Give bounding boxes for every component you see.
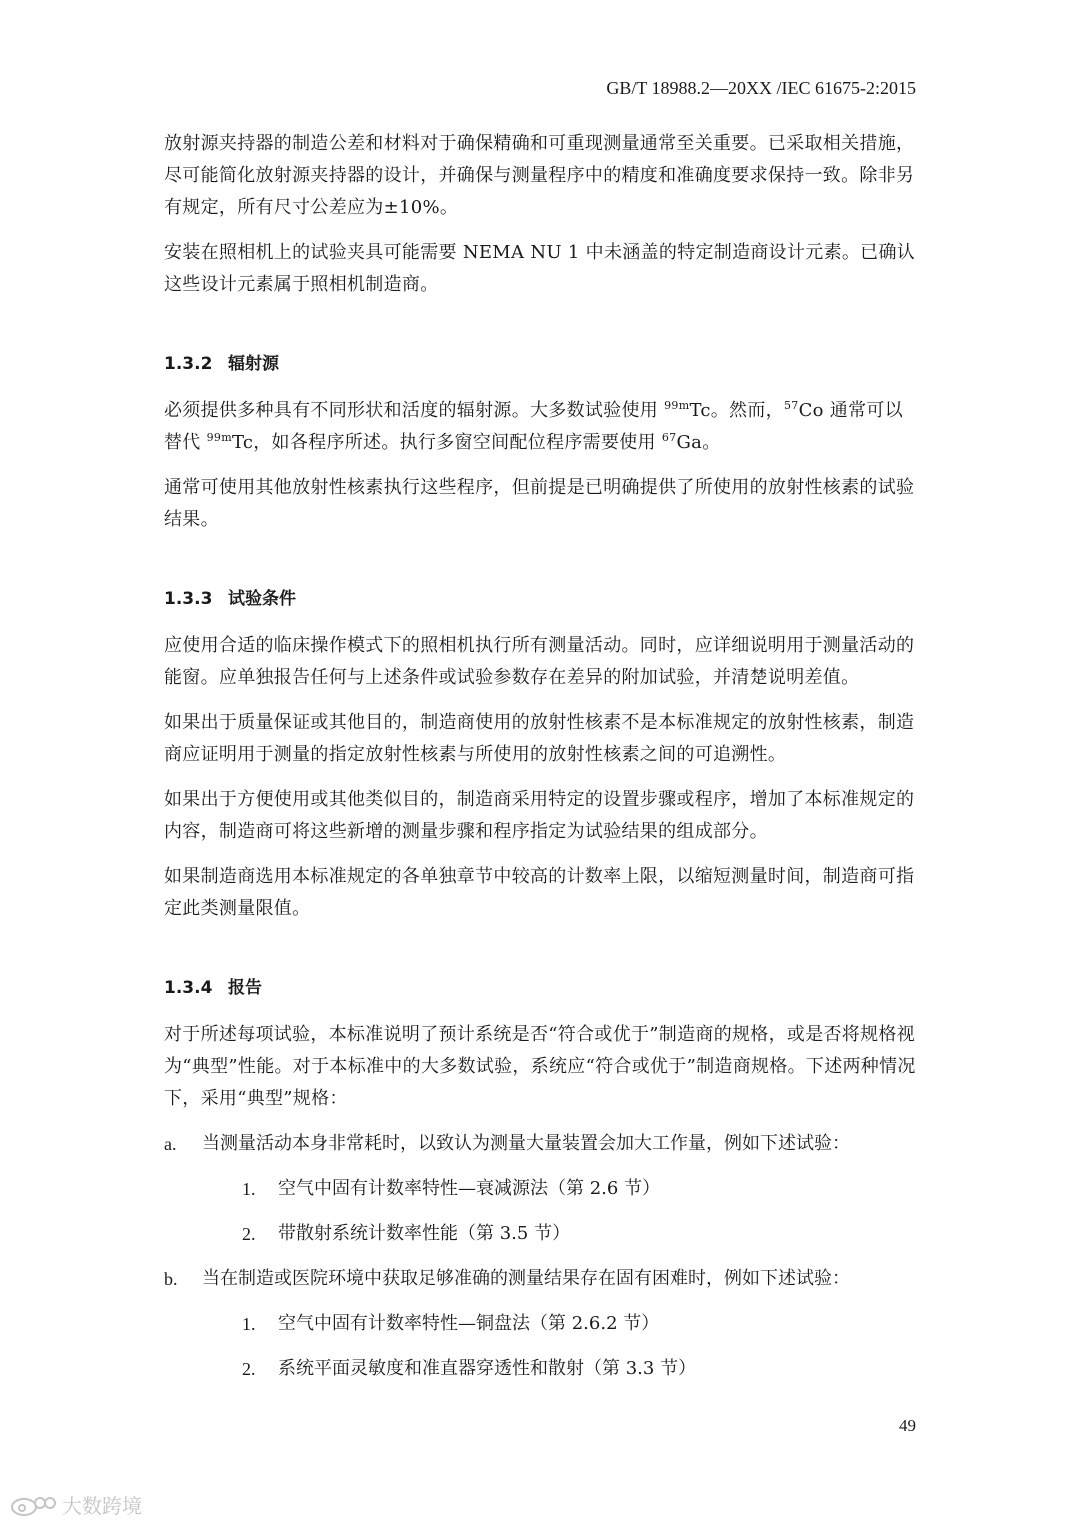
list-marker: b. xyxy=(164,1269,178,1289)
section-number: 1.3.2 xyxy=(164,354,213,374)
superscript: 57 xyxy=(783,399,799,412)
section-title: 报告 xyxy=(228,978,262,998)
superscript: 99m xyxy=(206,431,232,444)
section-heading-1-3-4 xyxy=(164,975,916,1001)
section-heading-1-3-2 xyxy=(164,351,916,377)
paragraph: 如果出于质量保证或其他目的，制造商使用的放射性核素不是本标准规定的放射性核素，制造商应证明用于测量的指定放射性核素与所使用的放射性核素之间的可追溯性。 xyxy=(164,712,915,765)
paragraph: 如果制造商选用本标准规定的各单独章节中较高的计数率上限，以缩短测量时间，制造商可指定此类测量限值。 xyxy=(164,866,915,919)
text-run: Tc。然而， xyxy=(689,400,784,421)
paragraph: 对于所述每项试验，本标准说明了预计系统是否“符合或优于”制造商的规格，或是否将规格视为“典型”性能。对于本标准中的大多数试验，系统应“符合或优于”制造商规格。下述两种情况下，采用“典型”规格： xyxy=(164,1024,916,1109)
text-run: Co 通常可以替代 xyxy=(164,400,903,453)
paragraph-radionuclides xyxy=(164,395,916,459)
paragraph: 应使用合适的临床操作模式下的照相机执行所有测量活动。同时，应详细说明用于测量活动的能窗。应单独报告任何与上述条件或试验参数存在差异的附加试验，并清楚说明差值。 xyxy=(164,635,915,688)
text-run: Tc，如各程序所述。执行多窗空间配位程序需要使用 xyxy=(231,432,662,453)
section-title: 辐射源 xyxy=(228,354,279,374)
list-item-b xyxy=(164,1263,916,1295)
text-run: Ga。 xyxy=(676,432,721,453)
list-marker: 2. xyxy=(242,1224,256,1244)
document-code-header: GB/T 18988.2—20XX /IEC 61675-2:2015 xyxy=(606,78,916,98)
sub-list-item xyxy=(164,1308,916,1340)
page-body xyxy=(164,128,916,1398)
watermark-text: 大数跨境 xyxy=(62,1494,142,1518)
list-text: 当在制造或医院环境中获取足够准确的测量结果存在固有困难时，例如下述试验： xyxy=(202,1268,850,1289)
list-text: 空气中固有计数率特性—铜盘法（第 2.6.2 节） xyxy=(278,1313,660,1334)
list-marker: a. xyxy=(164,1134,177,1154)
page-number: 49 xyxy=(899,1416,916,1435)
section-number: 1.3.4 xyxy=(164,978,213,998)
section-title: 试验条件 xyxy=(228,589,296,609)
sub-list-item xyxy=(164,1353,916,1385)
list-text: 空气中固有计数率特性—衰减源法（第 2.6 节） xyxy=(278,1178,661,1199)
paragraph: 如果出于方便使用或其他类似目的，制造商采用特定的设置步骤或程序，增加了本标准规定的内容，制造商可将这些新增的测量步骤和程序指定为试验结果的组成部分。 xyxy=(164,789,915,842)
text-run: 必须提供多种具有不同形状和活度的辐射源。大多数试验使用 xyxy=(164,400,665,421)
sub-list-item xyxy=(164,1173,916,1205)
paragraph: 安装在照相机上的试验夹具可能需要 NEMA NU 1 中未涵盖的特定制造商设计元素。已确认这些设计元素属于照相机制造商。 xyxy=(164,242,916,295)
section-heading-1-3-3 xyxy=(164,586,916,612)
section-number: 1.3.3 xyxy=(164,589,213,609)
list-marker: 1. xyxy=(242,1314,256,1334)
list-text: 带散射系统计数率性能（第 3.5 节） xyxy=(278,1223,571,1244)
watermark xyxy=(10,1490,142,1519)
weibo-logo-icon xyxy=(10,1492,56,1518)
list-marker: 2. xyxy=(242,1359,256,1379)
superscript: 67 xyxy=(661,431,677,444)
paragraph: 放射源夹持器的制造公差和材料对于确保精确和可重现测量通常至关重要。已采取相关措施，尽可能简化放射源夹持器的设计，并确保与测量程序中的精度和准确度要求保持一致。除非另有规定，所有尺寸公差应为±10%。 xyxy=(164,133,915,218)
list-marker: 1. xyxy=(242,1179,256,1199)
sub-list-item xyxy=(164,1218,916,1250)
list-text: 当测量活动本身非常耗时，以致认为测量大量装置会加大工作量，例如下述试验： xyxy=(202,1133,850,1154)
superscript: 99m xyxy=(664,399,690,412)
list-text: 系统平面灵敏度和准直器穿透性和散射（第 3.3 节） xyxy=(278,1358,697,1379)
list-item-a xyxy=(164,1128,916,1160)
paragraph: 通常可使用其他放射性核素执行这些程序，但前提是已明确提供了所使用的放射性核素的试验结果。 xyxy=(164,477,915,530)
